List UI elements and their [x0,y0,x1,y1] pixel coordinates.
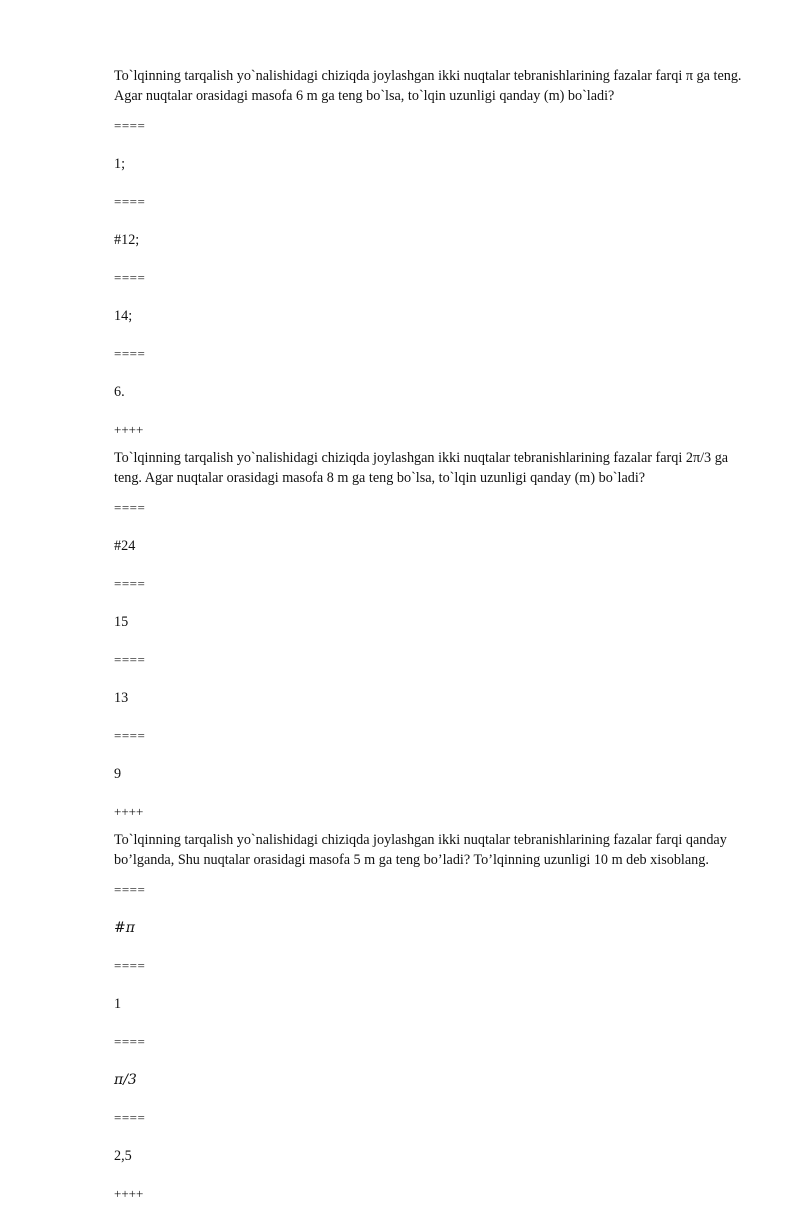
separator: ==== [114,118,146,133]
question-text: To`lqinning tarqalish yo`nalishidagi chiziqda joylashgan ikki nuqtalar tebranishlarining fazalar farqi π ga teng. Agar nuqtalar orasidagi masofa 6 m ga teng bo`lsa, to`lqin uzunligi qanday (m) bo`ladi? [114,68,742,104]
question-text: To`lqinning tarqalish yo`nalishidagi chiziqda joylashgan ikki nuqtalar tebranishlarining fazalar farqi 2π/3 ga teng. Agar nuqtalar orasidagi masofa 8 m ga teng bo`lsa, to`lqin uzunligi qanday (m) bo`ladi? [114,450,729,486]
answer-option: π/3 [114,1072,137,1088]
answer-option: 2,5 [114,1148,132,1164]
separator: ==== [114,576,146,591]
answer-option: 6. [114,384,125,400]
question-text: To`lqinning tarqalish yo`nalishidagi chiziqda joylashgan ikki nuqtalar tebranishlarining fazalar farqi qanday bo’lganda, Shu nuqtalar orasidagi masofa 5 m ga teng bo’ladi? To’lqinning uzunligi 10 m deb xisoblang. [114,832,727,868]
separator: ==== [114,728,146,743]
question-end-marker: ++++ [114,422,144,437]
separator: ==== [114,958,146,973]
separator: ==== [114,346,146,361]
separator: ==== [114,500,146,515]
answer-option: 1 [114,996,122,1012]
separator: ==== [114,882,146,897]
answer-option: 9 [114,766,122,782]
separator: ==== [114,652,146,667]
separator: ==== [114,1034,146,1049]
answer-option: #π [114,920,135,936]
question-end-marker: ++++ [114,1186,144,1201]
answer-option: 1; [114,156,126,172]
question-end-marker: ++++ [114,804,144,819]
answer-option: 13 [114,690,129,706]
answer-option: 14; [114,308,133,324]
separator: ==== [114,194,146,209]
separator: ==== [114,1110,146,1125]
document-page [114,66,744,1212]
answer-option: #24 [114,538,136,554]
answer-option: #12; [114,232,140,248]
separator: ==== [114,270,146,285]
answer-option: 15 [114,614,129,630]
